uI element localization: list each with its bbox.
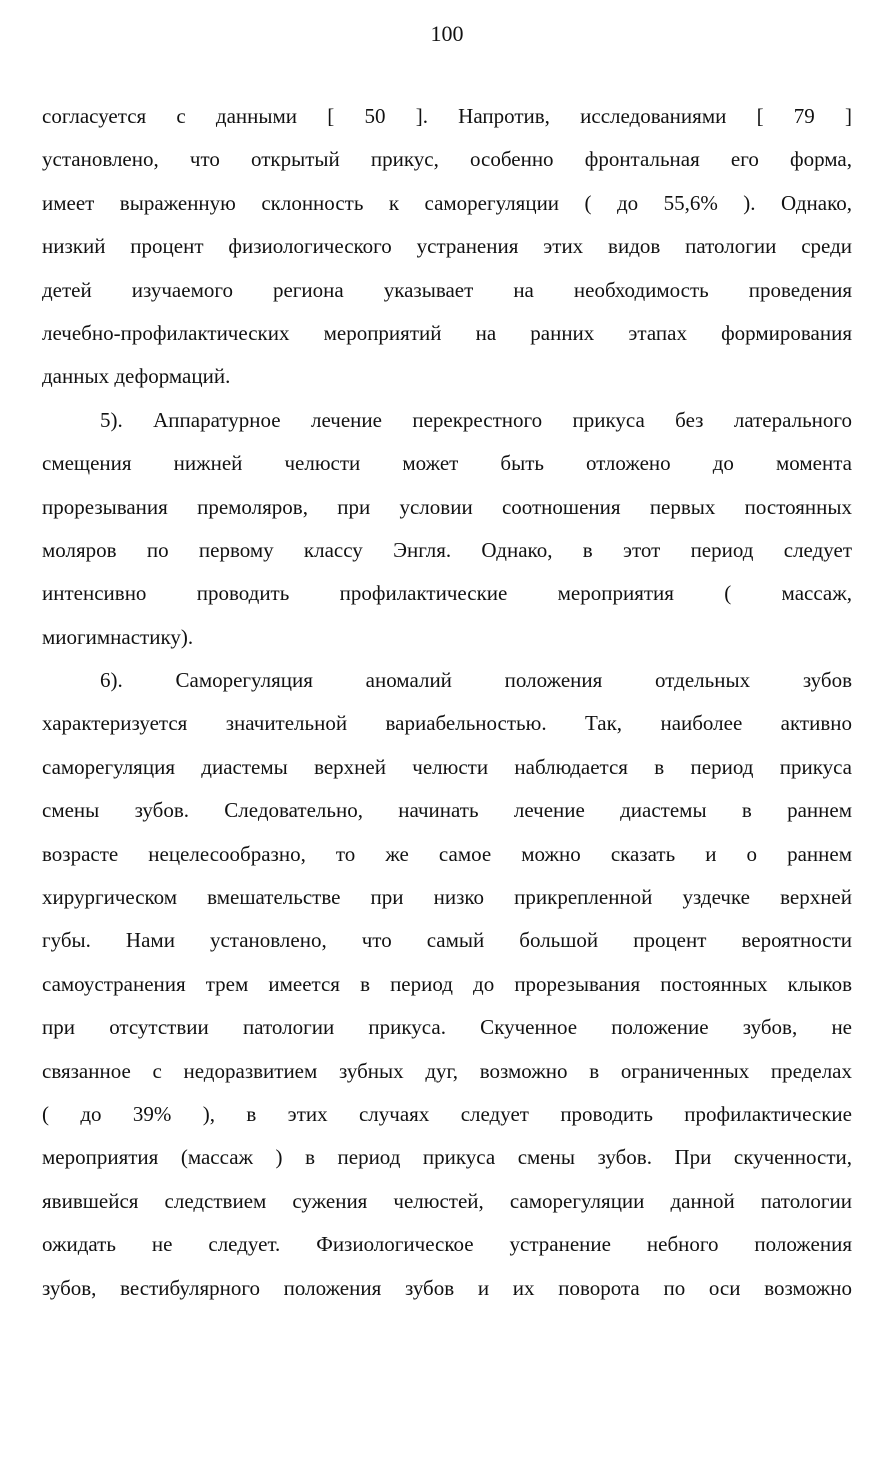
text-line: возрасте нецелесообразно, то же самое можно сказать и о раннем	[42, 841, 852, 866]
text-line: губы. Нами установлено, что самый большой процент вероятности	[42, 928, 852, 953]
text-line: смещения нижней челюсти может быть отложено до момента	[42, 451, 852, 476]
text-line: лечебно-профилактических мероприятий на ранних этапах формирования	[42, 320, 852, 345]
text-line: ( до 39% ), в этих случаях следует проводить профилактические	[42, 1101, 852, 1126]
text-line: саморегуляция диастемы верхней челюсти наблюдается в период прикуса	[42, 754, 852, 779]
text-line: смены зубов. Следовательно, начинать лечение диастемы в раннем	[42, 798, 852, 823]
text-line: мероприятия (массаж ) в период прикуса смены зубов. При скученности,	[42, 1145, 852, 1170]
text-line: 5). Аппаратурное лечение перекрестного прикуса без латерального	[100, 407, 852, 432]
text-line: связанное с недоразвитием зубных дуг, возможно в ограниченных пределах	[42, 1058, 852, 1083]
text-line: моляров по первому классу Энгля. Однако, в этот период следует	[42, 537, 852, 562]
text-line: миогимнастику).	[42, 624, 194, 649]
text-line: согласуется с данными [ 50 ]. Напротив, исследованиями [ 79 ]	[42, 104, 852, 128]
text-line: зубов, вестибулярного положения зубов и их поворота по оси возможно	[42, 1275, 852, 1300]
text-line: прорезывания премоляров, при условии соотношения первых постоянных	[42, 494, 852, 519]
text-line: данных деформаций.	[42, 364, 231, 389]
text-line: интенсивно проводить профилактические мероприятия ( массаж,	[42, 581, 852, 606]
text-line: при отсутствии патологии прикуса. Скученное положение зубов, не	[42, 1015, 852, 1040]
body-text	[42, 95, 852, 1310]
text-line: хирургическом вмешательстве при низко прикрепленной уздечке верхней	[42, 885, 852, 910]
text-line: низкий процент физиологического устранения этих видов патологии среди	[42, 234, 852, 259]
text-line: ожидать не следует. Физиологическое устранение небного положения	[42, 1232, 852, 1257]
text-line: характеризуется значительной вариабельностью. Так, наиболее активно	[42, 711, 852, 736]
page-number: 100	[430, 21, 464, 46]
text-line: детей изучаемого региона указывает на необходимость проведения	[42, 277, 852, 302]
text-line: явившейся следствием сужения челюстей, саморегуляции данной патологии	[42, 1188, 852, 1213]
text-line: установлено, что открытый прикус, особенно фронтальная его форма,	[42, 147, 852, 172]
text-line: имеет выраженную склонность к саморегуляции ( до 55,6% ). Однако,	[42, 190, 852, 215]
text-line: 6). Саморегуляция аномалий положения отдельных зубов	[100, 668, 852, 693]
text-line: самоустранения трем имеется в период до прорезывания постоянных клыков	[42, 971, 852, 996]
